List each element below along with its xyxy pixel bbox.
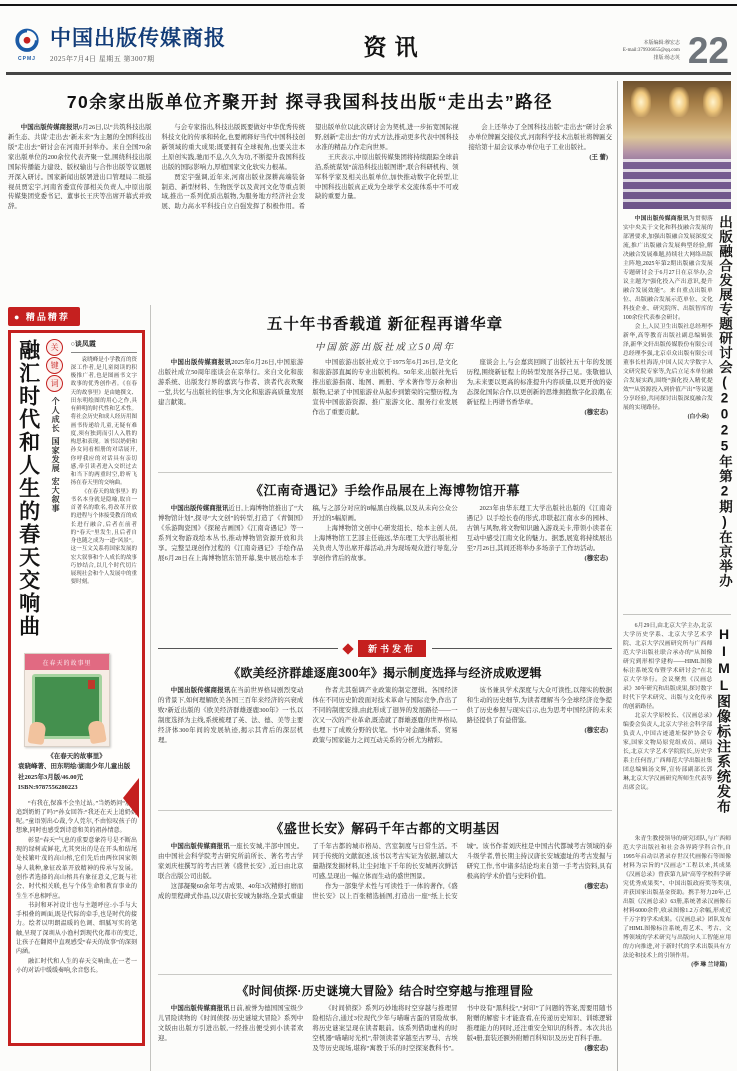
- subtitle: 中国旅游出版社成立50周年: [314, 343, 455, 353]
- paragraph: 袁晓峰是小学教育的资深工作者,是儿童阅读的积极推广者,也是图画书文字故事的优秀创作者。《在春天的故事里》是由她撰文、田东明绘图的用心之作,具有鲜明的时代性和艺术性。将社会历史和成人经历用图画书传递给儿童,无疑有难度,须有独到而引人入胜的构思和表现。该书以奶奶和孙女同看相册的对话展开,你呼我应的对话具有亲切感,牵引读者进入交织过去和当下的两重时空,聆听飞扬在春天里的交响曲。: [70, 356, 137, 487]
- byline: (穆宏志): [584, 726, 608, 734]
- chandelier: [669, 87, 689, 117]
- editor-line: 本版编辑:穆宏志: [643, 40, 680, 46]
- article-body: [158, 686, 612, 804]
- byline: (穆宏志): [584, 1044, 608, 1052]
- paragraph: 作为一部集学术性与可读性于一体的著作,《盛世长安》以上百张精选插图,打造出一座“纸上长安城”。该书作者刘庆柱是中国古代都城考古领域的泰斗级学者,曾长期主持汉唐长安城遗址的考古发掘与研究工作,书中诸多结论均来自第一手考古资料,具有极高的学术价值与史料价值。: [312, 843, 612, 900]
- featured-column: [8, 305, 145, 1071]
- article-body: [158, 358, 612, 466]
- paragraph: 北京大学原校长、《汉画总录》编委会负责人,北京大学社会科学部负责人,中国古迹遗址保护协会专家,国家文物局原党组成员、副局长,北京大学艺术学院院长,历史学系主任何晋,广西师范大学出版社集团总编辑汤文辉,宣传部副部长郭琳,北京大学汉画研究所师生代表等出席会议。: [623, 712, 713, 791]
- masthead-title-block: [50, 28, 226, 63]
- article-body: [158, 504, 612, 632]
- book-cover-image: [24, 653, 110, 747]
- section-title: 资讯: [363, 34, 426, 60]
- top-article-body: [8, 123, 612, 299]
- date-line: 2025年7月4日 星期五 第3007期: [50, 54, 155, 63]
- vertical-headline: 出版融合发展专题研讨会(2025年第2期)在京举办: [717, 215, 732, 588]
- keyword: 宏大叙事: [51, 477, 61, 513]
- article-time-detective-book: [158, 982, 612, 1071]
- paragraph: 书封和环衬设计也与主题呼应:小手与大手相叠的画面,既是代际的牵手,也是时代的接力。绘者以明朗温暖的色调、细腻写实的笔触,呈现了深圳从小渔村到现代化都市的变迁,让孩子在翻阅中直观感受“春天的故事”的深刻内涵。: [16, 902, 137, 956]
- caption-isbn: ISBN:9787556280223: [18, 784, 78, 792]
- wire-lead: 中国出版传媒商报讯: [170, 687, 231, 694]
- headline: 《欧美经济群雄逐鹿300年》揭示制度选择与经济成败逻辑: [228, 666, 542, 680]
- paragraph: 中国出版传媒商报讯一座长安城,半部中国史。由中国社会科学院考古研究所前所长、著名考古学家刘庆柱撰写的考古巨著《盛世长安》,近日由北京联合出版公司出版。: [158, 843, 304, 880]
- masthead-brand: [10, 26, 226, 66]
- page-number: 22: [687, 30, 729, 72]
- divider: [158, 472, 612, 473]
- middle-zone: [150, 305, 612, 1071]
- paragraph: 中国出版传媒商报讯在当前世界格局剧烈变动的背景下,如何理解欧美各国三百年来经济的兴衰成败?新近出版的《欧美经济群雄逐鹿300年》一书,以制度选择为主线,系统梳理了英、法、德、美等主要经济体300年间的发展轨迹,揭示其背后的深层机理。: [158, 687, 304, 744]
- marker-line: [432, 648, 612, 649]
- article-changan-book: [158, 818, 612, 968]
- paragraph: 这部凝聚60余年考古成果、40年3次精修打磨而成的里程碑式作品,以汉唐长安城为脉络,全景式重建了千年古都的城市格局、宫室制度与日常生活。不同于传统的文献叙述,该书以考古实证为依据,辅以大量勘探发掘材料,让尘封地下千年的长安城再次鲜活可感,呈现出一幅立体而生动的盛世图景。: [158, 843, 458, 900]
- book-cover-title: 在春天的故事里: [25, 654, 109, 670]
- chandelier: [631, 87, 651, 117]
- paragraph: 朱青生教授领导的研究团队,与广西师范大学出版社和社会各界跨学科合作,自1995年启动以著录存世汉代画像石等图像材料为宗旨的“汉画志”工程以来,其成果《汉画总录》曾获第九届“高等学校科学研究优秀成果奖”、中国出版政府奖等奖项,并获国家出版基金资助。携手努力20年,已出版《汉画总录》63册,系统著录汉画像石材料6000余件,收录图像1.2万余幅,形成近千万字的学术成果。《汉画总录》团队发布了HIML图像标注系统,将艺术、考古、文博领域的学术研究与出版向人工智能应用的方向推进,对于新时代的学术出版具有方法论和技术上的引领作用。: [623, 836, 731, 959]
- keyword: 个人成长: [51, 397, 61, 433]
- featured-vertical-title: 融汇时代和人生的春天交响曲: [16, 339, 40, 638]
- keyword-strip: [43, 339, 67, 647]
- article-body: [158, 842, 612, 968]
- editor-credits: [623, 40, 680, 67]
- paragraph: 6月29日,由北京大学主办,北京大学历史学系、北京大学艺术学院、北京大学汉画研究所与广西师范大学出版社联合承办的“从图像研究到形相学建构——HIML图像标注系统发布暨学术研讨会”在北京大学举行。会议聚焦《汉画总录》30年研究和出版成果,探讨数字时代下学术研究、出版与文化传承的创新路径。: [623, 623, 713, 710]
- article-body: [623, 215, 713, 607]
- paragraph: 中国出版传媒商报讯为贯彻落实中央关于文化和科技融合发展的部署要求,加强出版融合发展深度交流,推广出版融合发展典型经验,解决融合发展难题,持续壮大网络出版主阵地,2025年第2期出版融合发展专题研讨会于6月27日在京举办,会议主题为“强化投入产出意识,提升融合发展效能”。来自重点出版单位、出版融合发展示范单位、文化科技企业、研究院所、出版智库的100余位代表参会研讨。: [623, 216, 713, 321]
- paper-name: 中国出版传媒商报: [50, 27, 226, 51]
- badge-char: 关: [46, 339, 63, 356]
- paragraph: 彰显“春天”气息的重要意象符号是不断出现的绿树或鲜花,尤其突出的是在开头和结尾处枝繁叶茂的高山榕,它们先后由两位国家领导人栽种,象征改革开放精神的传承与发展。创作者选择的高山榕具有象征意义,它既与社会、时代相关联,也与个体生命和教育事业的生生不息相呼应。: [16, 837, 137, 900]
- wire-lead: 中国出版传媒商报讯: [20, 124, 80, 131]
- paragraph: 会上,人民卫生出版社总经理李新华,高等教育出版社副总编辑张泽,新华文轩出版传媒股份有限公司总经理李强,北京卓众出版有限公司董事长杜海涛,中国人民大学数字人文研究院专家等,先后立足本单位融合发展实践,围绕“强化投入精优提效”“从资源投入到价值产出”等议题分享经验,共同探讨出版深度融合发展的实现路径。: [623, 323, 713, 411]
- wire-lead: 中国出版传媒商报讯: [634, 216, 689, 222]
- vertical-divider: [617, 81, 618, 1071]
- banquet-tables: [623, 159, 731, 209]
- conference-hall-photo: [623, 81, 731, 209]
- headline: 《盛世长安》解码千年古都的文明基因: [270, 821, 500, 836]
- paragraph: 中国出版传媒商报讯6月26日,以“共筑科技出版新生态、共谋‘走出去’新未来”为主题的全国科技出版“走出去”研讨会在河南开封举办。来自全国70余家出版单位的200余位代表齐聚一堂,围绕科技出版国际传播能力建设、版权输出与合作出版等议题展开深入研讨。国家新闻出版署进出口管理局二级巡视员贾宏宇,河南省委宣传部相关负责人,中原出版传媒集团党委书记、董事长王庆等出席开幕式并致辞。: [8, 124, 152, 211]
- featured-red-box: [8, 330, 145, 1046]
- badge-char: 词: [46, 375, 63, 392]
- article-travel-press-50y: [158, 312, 612, 466]
- wire-lead: 中国出版传媒商报讯: [170, 359, 232, 366]
- top-headline: 70余家出版单位齐聚开封 探寻我国科技出版“走出去”路径: [66, 92, 554, 112]
- paragraph: 《时间侦探》系列巧妙地将时空穿越与推理冒险相结合,通过3位现代少年与喵喵古蛋的冒险故事,将历史谜案呈现在读者眼前。该系列借助虚构的时空机器“喵喵时光机”,带领读者穿越至古罗马、古埃及等历史现场,堪称“寓教于乐的时空探案教科书”。书中设有“黑科技”,“封印”了问题的答案,需要用随书附赠的解密卡才能查看,在传递历史知识、训练逻辑推理能力的同时,还注重安全知识的科普。本次共出版4册,套装还额外附赠百科知识及历史百科手册。: [312, 1005, 612, 1052]
- paragraph: 会上还举办了全国科技出版“走出去”研讨会承办单位牌匾交接仪式,河南科学技术出版社将牌匾交接给第十届会议承办单位电子工业出版社。: [468, 124, 612, 151]
- paragraph: “有我在,保准不会坐过站。”当奶奶问“那你追到奶奶了吗?”孙女回答:“我还在天上追奶奶呢。”童语别出心裁,令人莞尔,不由惊叹孩子的想象,同时也感受到诗意和美的祖孙情意。: [16, 800, 137, 835]
- byline: (穆宏志): [584, 882, 608, 890]
- marker-line: [158, 648, 338, 649]
- masthead-right: [622, 30, 729, 72]
- diamond-icon: [342, 643, 353, 654]
- right-rail: [623, 81, 731, 1071]
- article-body: [158, 1004, 612, 1071]
- newspaper-logo-icon: [10, 26, 44, 66]
- article-body-continued: [623, 835, 731, 970]
- divider: [158, 810, 612, 811]
- article-science-publishing: [8, 89, 612, 299]
- paragraph: 融汇时代和人生的春天交响曲,在一老一小的对话中缓缓奏响,余音悠长。: [16, 958, 137, 974]
- keyword-badge: [46, 339, 63, 392]
- keyword-list: [50, 397, 59, 513]
- vertical-headline: HIML图像标注系统发布: [716, 626, 732, 814]
- editor-email: E-mail:379936655@qq.com: [622, 48, 680, 53]
- hand-illustration: [87, 720, 107, 744]
- paragraph: 中国出版传媒商报讯2025年6月26日,中国旅游出版社成立50周年座谈会在京举行。来自文化和旅游系统、出版发行界的嘉宾与作者、读者代表欢聚一堂,共忆与出版社的往事,为文化和旅游高质量发展建言献策。: [158, 359, 304, 406]
- main-zone: [8, 81, 612, 1071]
- featured-author: ○谈凤霞: [71, 339, 137, 353]
- wire-lead: 中国出版传媒商报讯: [170, 505, 229, 512]
- paragraph: 中国旅游出版社成立于1975年6月26日,是文化和旅游部直属的专业出版机构。50年来,出版社先后推出旅游指南、地图、画册、学术著作等万余种出版物,记录了中国旅游业从起步到繁荣的完整历程,为宣传中国旅游资源、推广旅游文化、服务行业发展作出了重要贡献。: [312, 359, 458, 416]
- page-top-rule: [0, 4, 737, 6]
- headline: 《时间侦探·历史谜境大冒险》结合时空穿越与推理冒险: [236, 984, 534, 998]
- paragraph: 贾宏宇强调,近年来,河南出版业深耕高端装备制造、新型材料、生物医学以及黄河文化等重点领域,推出一系列优质出版物,为服务地方经济社会发展、助力高水平科技自立自强发挥了积极作用。希望出版单位以此次研讨会为契机,进一步拓宽国际视野,创新“走出去”的方式方法,推动更多代表中国科技水准的精品力作走向世界。: [161, 124, 459, 211]
- paragraph: 与会专家指出,科技出版既要做好中华优秀传统科技文化的传承和转化,也要阐释好当代中国科技创新领域的重大成果;既要拥有全球视角,也要关注本土原创实践,驰而不息,久久为功,不断提升我国科技出版的国际影响力,厚植国家文化软实力根基。: [161, 124, 305, 171]
- article-himl-system: [623, 622, 731, 970]
- article-body: [623, 622, 712, 832]
- hand-illustration: [28, 721, 47, 745]
- featured-first-column: [71, 339, 137, 647]
- headline: 五十年书香载道 新征程再谱华章: [266, 316, 504, 333]
- article-economy-book: [158, 664, 612, 804]
- caption-title: 《在春天的故事里》: [47, 753, 106, 760]
- divider: [158, 974, 612, 975]
- new-books-label: 新书发布: [358, 640, 426, 657]
- logo-acronym: CPMJ: [18, 56, 36, 62]
- byline: (李 琳 兰诗篇): [691, 961, 727, 968]
- caption-credits: 袁晓峰著、田东明绘/湖南少年儿童出版社2025年3月版/46.00元: [18, 763, 131, 781]
- byline: (穆宏志): [584, 408, 608, 416]
- chandelier: [703, 87, 723, 117]
- paragraph: 该书兼具学术深度与大众可读性,以翔实的数据和生动的历史细节,为读者理解当今全球经济竞争提供了历史参照与现实启示,也为思考中国经济的未来路径提供了有益借鉴。: [466, 687, 612, 724]
- book-caption: [16, 752, 137, 794]
- paragraph: 《在春天的故事里》的书名本身就是隐喻,取自一首著名的歌名,将改革开放的进程与个体接受教育的成长进行融合,后者在前者的“春天”里发生,且后者自身也随之成为一道“风景”。这一互文关系将国家发展的宏大叙事和个人成长的故事巧妙结合,以几个时代切片展现社会和个人发展中的重要时刻。: [70, 488, 137, 586]
- wire-lead: 中国出版传媒商报讯: [170, 843, 230, 850]
- paragraph: 2023年由华东理工大学出版社出版的《江南奇遇记》以手绘长卷的形式,串联起江南水乡的园林、古镇与风物,将文物知识融入游戏关卡,带领小读者在互动中感受江南文化的魅力。据悉,展览将持续展出至7月26日,其间还将举办多场亲子工作坊活动。: [466, 505, 612, 552]
- keyword: 国家发展: [51, 437, 61, 473]
- typesetter-line: 排版:杨志英: [653, 55, 680, 61]
- featured-section-marker: ● 精品精荐: [8, 307, 80, 326]
- red-triangle-decoration: [123, 778, 139, 818]
- byline: (白小朵): [687, 413, 709, 420]
- article-fusion-seminar: [623, 215, 731, 607]
- byline: (王 蕾): [589, 153, 608, 161]
- paragraph: 中国出版传媒商报讯近日,上海博物馆推出了“大博物馆计划”,探寻“大文创”的转型,打造了《青铜国》《乐游陶瓷国》《探秘古画国》《江南奇遇记》等一系列文物游戏绘本丛书,推动博物馆资源开放和共享。完整呈现创作过程的《江南奇遇记》手绘作品展6月28日在上海博物馆东馆开幕,集中展出绘本手稿,与之部分对应的8幅黑白线稿,以及从未向公众公开过的5幅原画。: [158, 505, 458, 562]
- paragraph: 上海博物馆文创中心研发组长、绘本主创人员,上海博物馆工艺部主任施远,华东理工大学出版社相关负责人等出席开幕活动,并为现场观众进行导览,分享创作背后的故事。: [312, 524, 458, 562]
- paragraph: 中国出版传媒商报讯日前,被誉为德国国宝级少儿冒险读物的《时间侦探·历史谜境大冒险》系列中文版由出版方引进出版,一经推出便受到小读者欢迎。: [158, 1005, 304, 1042]
- paragraph: 作者尤其强调产业政策的制定逻辑。各国经济体在不同历史阶段面对技术革命与国际竞争,作出了不同的制度安排,由此形成了迥异的发展路径——一次又一次的产业革命,既造就了群雄逐鹿的世界格局,也埋下了成败分野的伏笔。书中对金融体系、贸易政策与国家能力之间互动关系的分析尤为精彩。: [312, 687, 458, 744]
- paragraph: 座谈会上,与会嘉宾回顾了出版社五十年的发展历程,围绕新征程上的转型发展各抒己见。张敬德认为,未来要以更高的标准提升内容质量,以更开放的姿态深化国际合作,以更创新的思维拥抱数字化浪潮,在新征程上再谱书香华章。: [466, 359, 612, 406]
- new-books-section-marker: [158, 640, 612, 657]
- masthead: [0, 0, 737, 72]
- paragraph: 王庆表示,中原出版传媒集团将持续跟踪全球前沿,系统谋划“前沿科技出版图谱”,联合科研机构、领军科学家及相关出版单位,加快推动数字化转型,让中国科技出版真正成为全球学术交流体系中不可或缺的重要力量。: [315, 153, 459, 201]
- red-seal: [88, 680, 95, 689]
- headline: 《江南奇遇记》手绘作品展在上海博物馆开幕: [249, 483, 520, 498]
- featured-body: [16, 800, 137, 977]
- wire-lead: 中国出版传媒商报讯: [170, 1005, 230, 1012]
- byline: (穆宏志): [584, 554, 608, 562]
- badge-char: 键: [46, 357, 63, 374]
- divider: [623, 614, 731, 615]
- article-jiangnan-exhibition: [158, 480, 612, 632]
